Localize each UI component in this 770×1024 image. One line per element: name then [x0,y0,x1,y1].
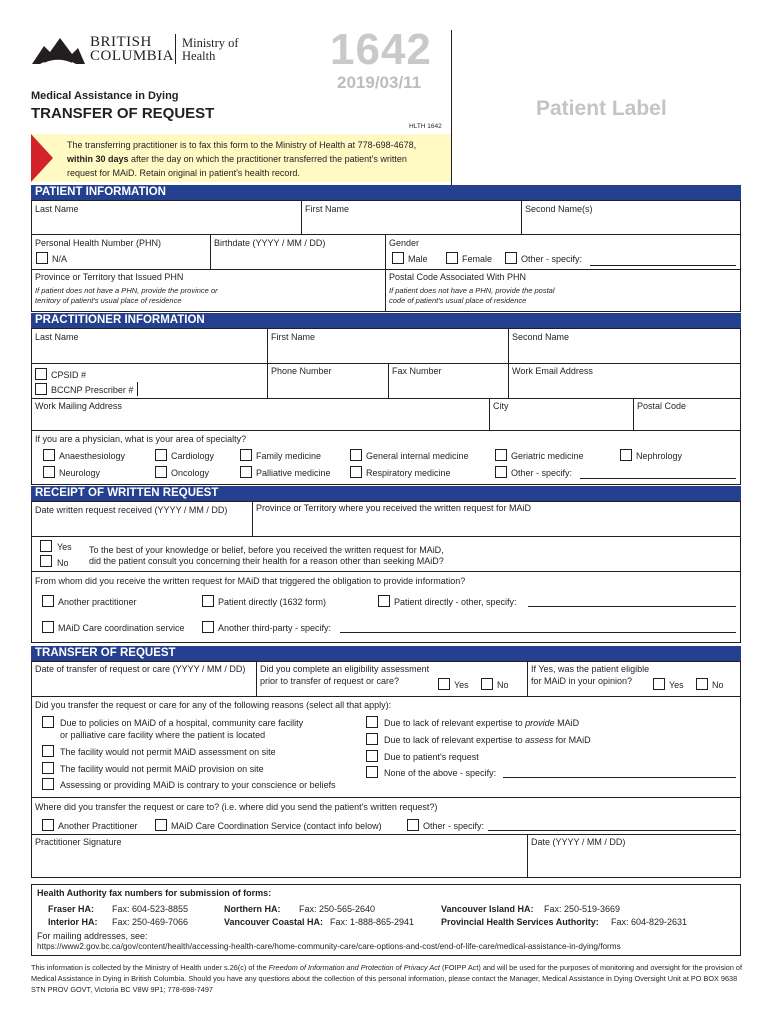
consult-yes-checkbox[interactable] [40,540,52,552]
page-title: TRANSFER OF REQUEST [31,105,215,122]
reason-provide-expertise-checkbox[interactable] [366,716,378,728]
gender-female-label: Female [462,254,493,264]
phn-na-checkbox[interactable] [36,252,48,264]
from-maid-care-label: MAiD Care coordination service [58,623,185,633]
phone-label: Phone Number [271,366,332,376]
island-ha-name: Vancouver Island HA: [441,904,534,914]
reason-assess-expertise-checkbox[interactable] [366,733,378,745]
notice-line3: request for MAiD. Retain original in patient's health record. [67,168,300,178]
reason-none-input[interactable] [503,777,736,778]
to-other-input[interactable] [488,830,736,831]
phsa-fax: Fax: 604-829-2631 [611,917,688,927]
eligible-no-checkbox[interactable] [696,678,708,690]
from-patient-other-input[interactable] [528,606,736,607]
section-practitioner-information: PRACTITIONER INFORMATION [31,313,741,328]
gender-label: Gender [389,238,420,248]
gov-name-line1: BRITISH [90,34,152,50]
gender-female-checkbox[interactable] [446,252,458,264]
city-label: City [493,401,509,411]
practitioner-first-name-label: First Name [271,332,316,342]
reason-assessment-checkbox[interactable] [42,745,54,757]
specialty-other-label: Other - specify: [511,468,573,478]
cpsid-checkbox[interactable] [35,368,47,380]
to-maid-care-label: MAiD Care Coordination Service (contact info below) [171,821,382,831]
section-receipt-written-request: RECEIPT OF WRITTEN REQUEST [31,486,741,501]
eligibility-no-label: No [497,680,509,690]
eligible-question-line2: for MAiD in your opinion? [531,676,633,686]
reason-patient-request-label: Due to patient's request [384,752,479,762]
gender-other-checkbox[interactable] [505,252,517,264]
ministry-line2: Health [182,49,216,63]
specialty-palliative-checkbox[interactable] [240,466,252,478]
phn-postal-note: If patient does not have a PHN, provide the postal code of patient's usual place of residence [389,286,555,305]
specialty-palliative-label: Palliative medicine [256,468,331,478]
bccnp-checkbox[interactable] [35,383,47,395]
notice-deadline: within 30 days [67,154,129,164]
reason-policies-checkbox[interactable] [42,716,54,728]
consult-question-line1: To the best of your knowledge or belief, before you received the written request for MAiD, [89,545,444,555]
specialty-nephrology-checkbox[interactable] [620,449,632,461]
forms-url-link[interactable]: https://www2.gov.bc.ca/gov/content/health/accessing-health-care/home-community-care/care-options-and-cost/end-of-life-care/medical-assistance-in-dying/forms [37,942,621,951]
specialty-cardiology-label: Cardiology [171,451,215,461]
specialty-other-input[interactable] [580,478,736,479]
to-maid-care-checkbox[interactable] [155,819,167,831]
consult-no-checkbox[interactable] [40,555,52,567]
patient-first-name-label: First Name [305,204,350,214]
from-whom-question: From whom did you receive the written request for MAiD that triggered the obligation to provide information? [35,576,466,586]
to-other-checkbox[interactable] [407,819,419,831]
gender-other-input[interactable] [590,265,736,266]
phn-na-label: N/A [52,254,68,264]
specialty-anaesthesiology-checkbox[interactable] [43,449,55,461]
specialty-respiratory-checkbox[interactable] [350,466,362,478]
eligibility-no-checkbox[interactable] [481,678,493,690]
consult-yes-label: Yes [57,542,72,552]
phsa-name: Provincial Health Services Authority: [441,917,599,927]
date-received-label: Date written request received (YYYY / MM / DD) [35,505,228,515]
bc-sun-mountain-icon [30,32,86,66]
reason-assess-expertise-label: Due to lack of relevant expertise to assess for MAiD [384,735,591,745]
specialty-nephrology-label: Nephrology [636,451,683,461]
cpsid-label: CPSID # [51,370,87,380]
mailing-address-label: Work Mailing Address [35,401,122,411]
specialty-oncology-label: Oncology [171,468,210,478]
gov-name-line2: COLUMBIA [90,48,175,64]
consult-no-label: No [57,558,69,568]
specialty-anaesthesiology-label: Anaesthesiology [59,451,126,461]
island-ha-fax: Fax: 250-519-3669 [544,904,621,914]
reason-conscience-label: Assessing or providing MAiD is contrary to your conscience or beliefs [60,780,336,790]
to-practitioner-label: Another Practitioner [58,821,138,831]
notice-line2: after the day on which the practitioner transferred the patient's written [128,154,407,164]
eligibility-yes-checkbox[interactable] [438,678,450,690]
from-third-party-label: Another third-party - specify: [218,623,332,633]
specialty-geriatric-label: Geriatric medicine [511,451,584,461]
signature-date-label: Date (YYYY / MM / DD) [531,837,626,847]
to-other-label: Other - specify: [423,821,485,831]
program-name: Medical Assistance in Dying [31,90,179,102]
eligible-question-line1: If Yes, was the patient eligible [531,664,650,674]
gender-other-label: Other - specify: [521,254,583,264]
province-received-label: Province or Territory where you received the written request for MAiD [256,503,531,513]
interior-ha-fax: Fax: 250-469-7066 [112,917,189,927]
northern-ha-fax: Fax: 250-565-2640 [299,904,376,914]
from-third-party-input[interactable] [340,632,736,633]
bccnp-label: BCCNP Prescriber # [51,385,134,395]
phn-province-label: Province or Territory that Issued PHN [35,272,184,282]
eligibility-question-line2: prior to transfer of request or care? [260,676,400,686]
patient-label-divider [451,30,452,185]
practitioner-second-name-label: Second Name [512,332,570,342]
patient-label-watermark: Patient Label [536,97,667,120]
patient-last-name-label: Last Name [35,204,79,214]
fax-label: Fax Number [392,366,442,376]
coastal-ha-name: Vancouver Coastal HA: [224,917,324,927]
from-third-party-checkbox[interactable] [202,621,214,633]
phn-postal-label: Postal Code Associated With PHN [389,272,527,282]
reason-conscience-checkbox[interactable] [42,778,54,790]
from-patient-other-label: Patient directly - other, specify: [394,597,517,607]
specialty-internal-checkbox[interactable] [350,449,362,461]
from-another-practitioner-label: Another practitioner [58,597,137,607]
mailing-addresses-label: For mailing addresses, see: [37,931,148,941]
from-maid-care-checkbox[interactable] [42,621,54,633]
practitioner-last-name-label: Last Name [35,332,79,342]
eligible-yes-label: Yes [669,680,684,690]
specialty-neurology-label: Neurology [59,468,101,478]
phn-province-note: If patient does not have a PHN, provide the province or territory of patient's usual place of residence [35,286,218,305]
from-patient-other-checkbox[interactable] [378,595,390,607]
reasons-question: Did you transfer the request or care for any of the following reasons (select all that apply): [35,700,392,710]
consult-question-line2: did the patient consult you concerning their health for a reason other than seeking MAiD? [89,556,444,566]
reason-provision-label: The facility would not permit MAiD provision on site [60,764,264,774]
form-code: HLTH 1642 [409,123,442,130]
email-label: Work Email Address [512,366,593,376]
receipt-frame [31,501,741,643]
phn-label: Personal Health Number (PHN) [35,238,162,248]
specialty-other-checkbox[interactable] [495,466,507,478]
eligible-no-label: No [712,680,724,690]
form-date: 2019/03/11 [337,73,422,92]
specialty-family-label: Family medicine [256,451,322,461]
specialty-respiratory-label: Respiratory medicine [366,468,451,478]
gender-male-checkbox[interactable] [392,252,404,264]
specialty-question: If you are a physician, what is your area of specialty? [35,434,247,444]
specialty-geriatric-checkbox[interactable] [495,449,507,461]
reason-assessment-label: The facility would not permit MAiD assessment on site [60,747,276,757]
to-practitioner-checkbox[interactable] [42,819,54,831]
specialty-oncology-checkbox[interactable] [155,466,167,478]
specialty-family-checkbox[interactable] [240,449,252,461]
eligible-yes-checkbox[interactable] [653,678,665,690]
northern-ha-name: Northern HA: [224,904,281,914]
patient-second-names-label: Second Name(s) [525,204,593,214]
reason-policies-line1: Due to policies on MAiD of a hospital, community care facility [60,718,304,728]
reason-none-label: None of the above - specify: [384,768,497,778]
from-patient-1632-checkbox[interactable] [202,595,214,607]
eligibility-question-line1: Did you complete an eligibility assessment [260,664,430,674]
notice-line1: The transferring practitioner is to fax this form to the Ministry of Health at 778-698-4678, [67,140,417,150]
coastal-ha-fax: Fax: 1-888-865-2941 [330,917,415,927]
interior-ha-name: Interior HA: [48,917,98,927]
reason-provide-expertise-label: Due to lack of relevant expertise to provide MAiD [384,718,580,728]
bc-logo [30,30,250,70]
postal-code-label: Postal Code [637,401,687,411]
from-another-practitioner-checkbox[interactable] [42,595,54,607]
form-number: 1642 [330,25,432,74]
reason-policies-line2: or palliative care facility where the patient is located [60,730,266,740]
fraser-ha-name: Fraser HA: [48,904,95,914]
notice-arrow-icon [31,134,53,182]
fax-heading: Health Authority fax numbers for submission of forms: [37,888,272,898]
privacy-notice: This information is collected by the Ministry of Health under s.26(c) of the Freedom of Information and Protection of Privacy Act (FOIPP Act) and will be used for the purposes of monitoring and oversight for the provision of Medical Assistance in Dying in British Columbia. Should you have any questions about the collection of this personal information, please contact the Manager, Medical Assistance in Dying Oversight Unit at PO BOX 9638 STN PROV GOVT, Victoria BC V8W 9P1; 778-698-7497 [31,963,743,994]
reason-none-checkbox[interactable] [366,766,378,778]
specialty-neurology-checkbox[interactable] [43,466,55,478]
fraser-ha-fax: Fax: 604-523-8855 [112,904,189,914]
reason-provision-checkbox[interactable] [42,762,54,774]
transfer-date-label: Date of transfer of request or care (YYYY / MM / DD) [35,664,246,674]
ministry-line1: Ministry of [182,36,239,50]
specialty-cardiology-checkbox[interactable] [155,449,167,461]
birthdate-label: Birthdate (YYYY / MM / DD) [214,238,326,248]
section-transfer-of-request: TRANSFER OF REQUEST [31,646,741,661]
reason-patient-request-checkbox[interactable] [366,750,378,762]
section-patient-information: PATIENT INFORMATION [31,185,741,200]
where-question: Where did you transfer the request or care to? (i.e. where did you send the patient's written request?) [35,802,438,812]
from-patient-1632-label: Patient directly (1632 form) [218,597,327,607]
fax-notice [31,134,451,182]
eligibility-yes-label: Yes [454,680,469,690]
signature-label: Practitioner Signature [35,837,122,847]
specialty-internal-label: General internal medicine [366,451,469,461]
gender-male-label: Male [408,254,428,264]
